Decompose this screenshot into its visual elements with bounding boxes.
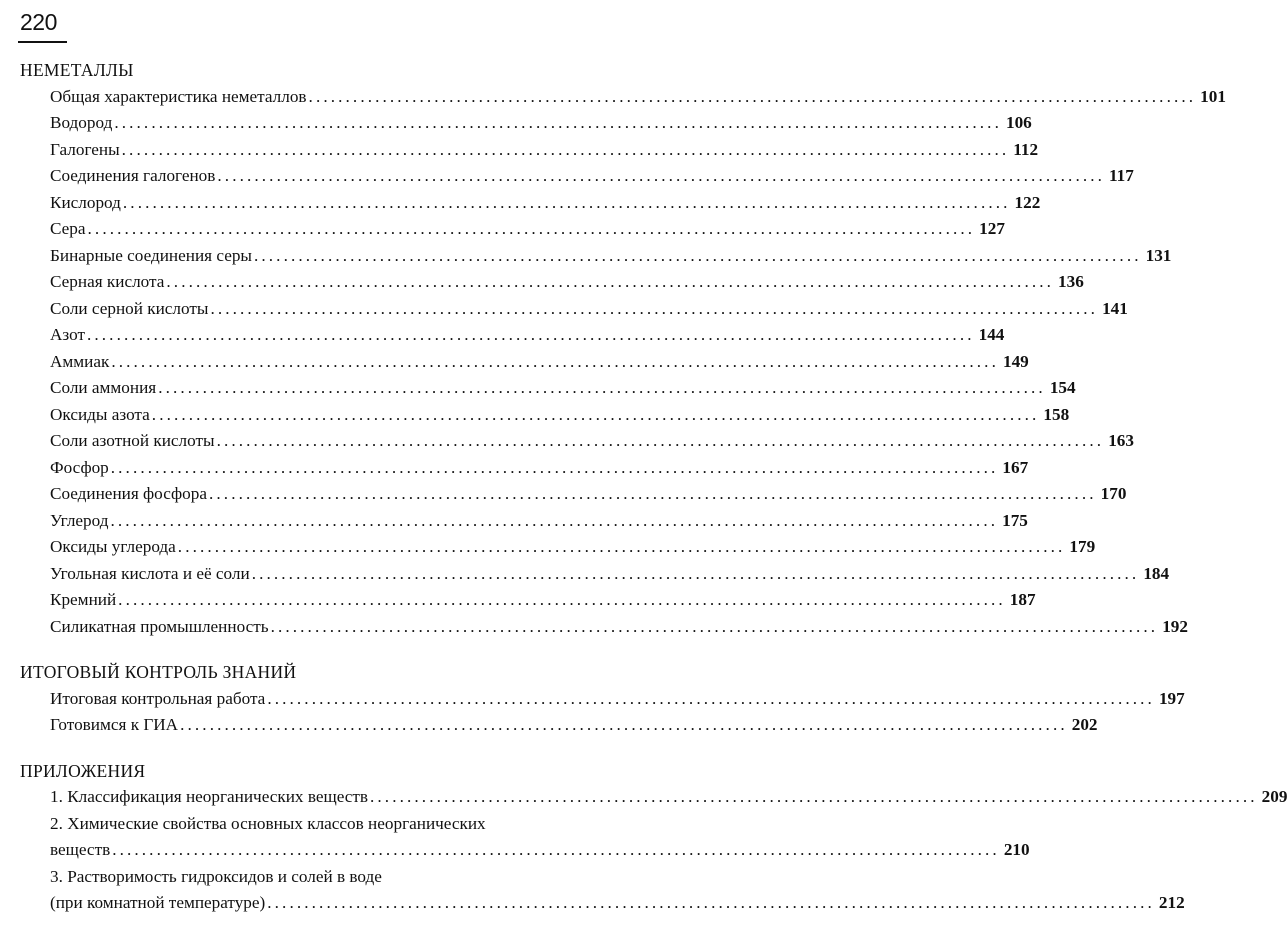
dot-leader: ........................................................................................................................ xyxy=(217,166,1106,185)
entry-title: Соединения галогенов xyxy=(50,166,216,185)
entry-title: Серная кислота xyxy=(50,272,165,291)
entry-title: Галогены xyxy=(50,139,120,159)
entry-title: Соли серной кислоты xyxy=(50,298,209,318)
entry-title: 1. Классификация неорганических веществ xyxy=(50,787,369,806)
dot-leader: ........................................................................................................................ xyxy=(111,351,999,371)
entry-title: веществ xyxy=(50,840,111,859)
entry-page-number: 170 xyxy=(1100,484,1127,503)
entry-page-number: 179 xyxy=(1069,537,1096,556)
toc-entry[interactable] xyxy=(50,375,1076,402)
toc-entry[interactable] xyxy=(50,712,1098,739)
entry-page-number: 163 xyxy=(1108,431,1134,450)
dot-leader: ........................................................................................................................ xyxy=(270,616,1159,636)
section-title: НЕМЕТАЛЛЫ xyxy=(20,60,134,80)
section-title: ПРИЛОЖЕНИЯ xyxy=(20,760,146,781)
toc-entry[interactable] xyxy=(50,508,1028,535)
dot-leader: ........................................................................................................................ xyxy=(251,563,1140,583)
toc-entry[interactable] xyxy=(50,811,1030,864)
entry-title: Сера xyxy=(50,219,86,238)
toc-entry[interactable] xyxy=(50,864,1185,917)
toc-entry[interactable] xyxy=(50,349,1029,376)
entry-title: Готовимся к ГИА xyxy=(50,715,179,734)
entry-title: Оксиды азота xyxy=(50,404,150,424)
entry-page-number: 127 xyxy=(979,219,1005,238)
dot-leader: ........................................................................................................................ xyxy=(87,219,976,238)
entry-page-number: 184 xyxy=(1143,563,1170,583)
entry-title: Силикатная промышленность xyxy=(50,616,269,636)
dot-leader: ........................................................................................................................ xyxy=(210,298,1099,318)
dot-leader: ........................................................................................................................ xyxy=(166,272,1055,291)
toc-entry[interactable] xyxy=(50,428,1134,455)
toc-entry[interactable] xyxy=(50,216,1005,243)
entry-page-number: 175 xyxy=(1002,510,1028,530)
entry-title: Угольная кислота и её соли xyxy=(50,563,250,583)
dot-leader: ........................................................................................................................ xyxy=(209,484,1097,503)
entry-page-number: 187 xyxy=(1009,590,1036,609)
table-of-contents xyxy=(20,57,1287,917)
toc-section xyxy=(20,57,1226,640)
entry-title: Общая характеристика неметаллов xyxy=(50,86,307,106)
entry-title: Углерод xyxy=(50,510,109,530)
toc-entry[interactable] xyxy=(50,137,1039,164)
dot-leader: ........................................................................................................................ xyxy=(118,590,1006,609)
entry-title: Кремний xyxy=(50,590,117,609)
dot-leader: ........................................................................................................................ xyxy=(216,431,1105,450)
toc-entry[interactable] xyxy=(50,322,1005,349)
dot-leader: ........................................................................................................................ xyxy=(121,139,1010,159)
entry-page-number: 192 xyxy=(1162,616,1188,636)
toc-entry[interactable] xyxy=(50,110,1032,137)
dot-leader: ........................................................................................................................ xyxy=(114,113,1002,132)
entry-title: Водород xyxy=(50,113,113,132)
toc-entry[interactable] xyxy=(50,190,1041,217)
toc-entry[interactable] xyxy=(50,481,1127,508)
entry-title-line1: 2. Химические свойства основных классов неорганических xyxy=(50,813,486,833)
entry-title-line1: 3. Растворимость гидроксидов и солей в воде xyxy=(50,866,382,886)
dot-leader: ........................................................................................................................ xyxy=(110,457,999,477)
entry-page-number: 197 xyxy=(1158,688,1185,708)
toc-entry[interactable] xyxy=(50,455,1029,482)
entry-page-number: 202 xyxy=(1071,715,1098,734)
dot-leader: ........................................................................................................................ xyxy=(180,715,1068,734)
entry-page-number: 210 xyxy=(1003,840,1030,859)
toc-entry[interactable] xyxy=(50,402,1070,429)
dot-leader: ........................................................................................................................ xyxy=(112,840,1000,859)
entry-page-number: 141 xyxy=(1102,298,1128,318)
entry-title: (при комнатной температуре) xyxy=(50,893,266,912)
entry-page-number: 158 xyxy=(1043,404,1070,424)
entry-page-number: 154 xyxy=(1049,378,1076,397)
dot-leader: ........................................................................................................................ xyxy=(122,192,1011,212)
dot-leader: ........................................................................................................................ xyxy=(86,325,975,344)
dot-leader: ........................................................................................................................ xyxy=(110,510,999,530)
toc-entry[interactable] xyxy=(50,163,1134,190)
toc-entry[interactable] xyxy=(50,587,1036,614)
toc-entry[interactable] xyxy=(50,686,1185,713)
entry-page-number: 106 xyxy=(1005,113,1032,132)
section-title: ИТОГОВЫЙ КОНТРОЛЬ ЗНАНИЙ xyxy=(20,662,297,682)
entry-page-number: 122 xyxy=(1014,192,1041,212)
entry-page-number: 149 xyxy=(1002,351,1029,371)
dot-leader: ........................................................................................................................ xyxy=(267,893,1155,912)
entry-title: Кислород xyxy=(50,192,121,212)
toc-section xyxy=(20,758,1287,917)
toc-entry[interactable] xyxy=(50,534,1096,561)
entry-page-number: 167 xyxy=(1002,457,1029,477)
entry-title: Аммиак xyxy=(50,351,110,371)
toc-entry[interactable] xyxy=(50,269,1084,296)
entry-title: Фосфор xyxy=(50,457,109,477)
entry-title: Бинарные соединения серы xyxy=(50,245,252,265)
toc-section xyxy=(20,659,1185,739)
dot-leader: ........................................................................................................................ xyxy=(267,688,1155,708)
toc-entry[interactable] xyxy=(50,614,1188,641)
dot-leader: ........................................................................................................................ xyxy=(308,86,1197,106)
page-number-underline xyxy=(18,41,67,43)
toc-entry[interactable] xyxy=(50,296,1128,323)
toc-entry[interactable] xyxy=(50,243,1172,270)
entry-page-number: 209 xyxy=(1261,787,1287,806)
entry-page-number: 136 xyxy=(1058,272,1084,291)
page-number: 220 xyxy=(20,9,57,35)
entry-title: Оксиды углерода xyxy=(50,537,176,556)
entry-title: Соли азотной кислоты xyxy=(50,431,215,450)
entry-title: Итоговая контрольная работа xyxy=(50,688,266,708)
toc-entry[interactable] xyxy=(50,561,1170,588)
entry-title: Азот xyxy=(50,325,85,344)
dot-leader: ........................................................................................................................ xyxy=(370,787,1258,806)
entry-page-number: 144 xyxy=(978,325,1005,344)
toc-entry[interactable] xyxy=(50,84,1226,111)
entry-title: Соли аммония xyxy=(50,378,157,397)
entry-title: Соединения фосфора xyxy=(50,484,207,503)
entry-page-number: 101 xyxy=(1200,86,1226,106)
toc-entry[interactable] xyxy=(50,784,1287,811)
dot-leader: ........................................................................................................................ xyxy=(151,404,1040,424)
entry-page-number: 131 xyxy=(1145,245,1172,265)
entry-page-number: 212 xyxy=(1158,893,1185,912)
entry-page-number: 117 xyxy=(1109,166,1134,185)
dot-leader: ........................................................................................................................ xyxy=(253,245,1142,265)
dot-leader: ........................................................................................................................ xyxy=(177,537,1066,556)
dot-leader: ........................................................................................................................ xyxy=(158,378,1046,397)
entry-page-number: 112 xyxy=(1013,139,1039,159)
